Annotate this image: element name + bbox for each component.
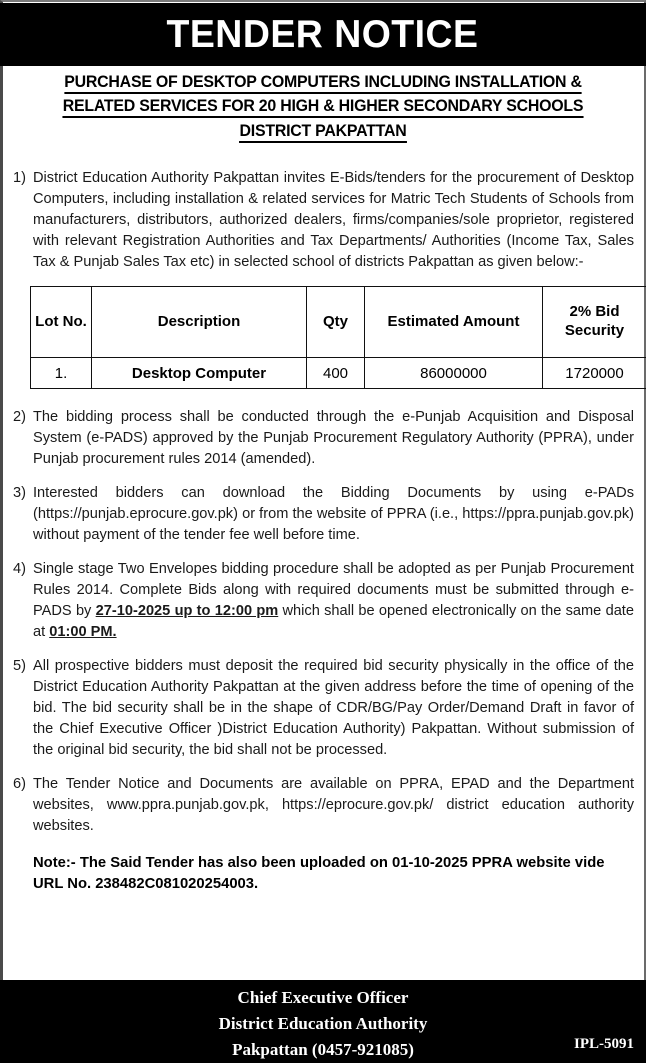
lot-table xyxy=(30,286,646,389)
cell-description: Desktop Computer xyxy=(92,358,307,389)
clause-3-text: Interested bidders can download the Bidding Documents by using e-PADs (https://punjab.eprocure.gov.pk) or from the website of PPRA (i.e., https://ppra.punjab.gov.pk) without payment of the tender fee well before time. xyxy=(33,485,634,543)
column-header-qty: Qty xyxy=(307,287,365,358)
clause-6-number: 6) xyxy=(13,776,26,792)
clause-5-number: 5) xyxy=(13,658,26,674)
clause-2-text: The bidding process shall be conducted through the e-Punjab Acquisition and Disposal System (e-PADS) approved by the Punjab Procurement Regulatory Authority (PPRA), under Punjab procurement rules 2014 (amended). xyxy=(33,409,634,467)
column-header-description: Description xyxy=(92,287,307,358)
clause-3-number: 3) xyxy=(13,485,26,501)
clause-3 xyxy=(0,483,646,546)
subtitle-block xyxy=(0,70,646,143)
clause-5-text: All prospective bidders must deposit the required bid security physically in the office of the District Education Authority Pakpattan at the given address before the time of opening of the bid. The bid security shall be in the shape of CDR/BG/Pay Order/Demand Draft in favor of the Chief Executive Officer )District Education Authority) Pakpattan. Without submission of the original bid security, the bid shall not be processed. xyxy=(33,658,634,758)
subtitle-line-1-text: PURCHASE OF DESKTOP COMPUTERS INCLUDING INSTALLATION & xyxy=(64,73,581,94)
column-header-lot-no: Lot No. xyxy=(31,287,92,358)
clause-1 xyxy=(0,168,646,273)
clause-1-number: 1) xyxy=(13,170,26,186)
bid-opening-time: 01:00 PM. xyxy=(49,624,117,640)
bid-submission-deadline: 27-10-2025 up to 12:00 pm xyxy=(95,603,279,619)
subtitle-line-3 xyxy=(11,119,634,143)
signatory-contact: Pakpattan (0457-921085) xyxy=(232,1039,414,1059)
cell-qty: 400 xyxy=(307,358,365,389)
column-header-bid-security: 2% Bid Security xyxy=(543,287,646,358)
lot-table-wrapper xyxy=(0,286,646,389)
subtitle-line-3-text: DISTRICT PAKPATTAN xyxy=(240,122,407,143)
clause-4-text-part-2: which shall be opened electronically on the same date at xyxy=(33,603,634,640)
header-banner xyxy=(0,3,646,66)
clause-4-number: 4) xyxy=(13,561,26,577)
clause-2-number: 2) xyxy=(13,409,26,425)
clause-5 xyxy=(0,656,646,761)
signatory-authority: District Education Authority xyxy=(218,1013,428,1033)
note-block: Note:- The Said Tender has also been uploaded on 01-10-2025 PPRA website vide URL No. 238482C081020254003. xyxy=(33,855,605,893)
clause-6-text: The Tender Notice and Documents are available on PPRA, EPAD and the Department websites, www.ppra.punjab.gov.pk, https://eprocure.gov.pk/ district education authority websites. xyxy=(33,776,634,834)
clause-6 xyxy=(0,774,646,837)
advertisement-reference: IPL-5091 xyxy=(574,1036,634,1052)
signatory-designation: Chief Executive Officer xyxy=(237,988,409,1007)
clause-2 xyxy=(0,407,646,470)
cell-estimated-amount: 86000000 xyxy=(365,358,543,389)
cell-lot-no: 1. xyxy=(31,358,92,389)
table-header-row xyxy=(31,287,646,358)
signatory-block xyxy=(0,985,646,1062)
clause-4 xyxy=(0,559,646,643)
subtitle-line-2 xyxy=(11,94,634,118)
subtitle-line-2-text: RELATED SERVICES FOR 20 HIGH & HIGHER SECONDARY SCHOOLS xyxy=(63,97,584,118)
cell-bid-security: 1720000 xyxy=(543,358,646,389)
subtitle-line-1 xyxy=(11,70,634,94)
clause-4-text-part-1: Single stage Two Envelopes bidding procedure shall be adopted as per Punjab Procurement Rules 2014. Complete Bids along with required documents must be submitted through e-PADS by xyxy=(33,561,634,619)
clause-1-text: District Education Authority Pakpattan invites E-Bids/tenders for the procurement of Desktop Computers, including installation & related services for Matric Tech Students of Schools from manufacturers, distributors, authorized dealers, firms/companies/sole proprietor, registered with relevant Registration Authorities and Tax Departments/ Authorities (Income Tax, Sales Tax & Punjab Sales Tax etc) in selected school of districts Pakpattan as given below:- xyxy=(33,170,634,270)
notice-body xyxy=(0,168,646,896)
column-header-estimated-amount: Estimated Amount xyxy=(365,287,543,358)
page-title: TENDER NOTICE xyxy=(166,13,479,56)
footer-banner xyxy=(0,980,646,1063)
table-row xyxy=(31,358,646,389)
